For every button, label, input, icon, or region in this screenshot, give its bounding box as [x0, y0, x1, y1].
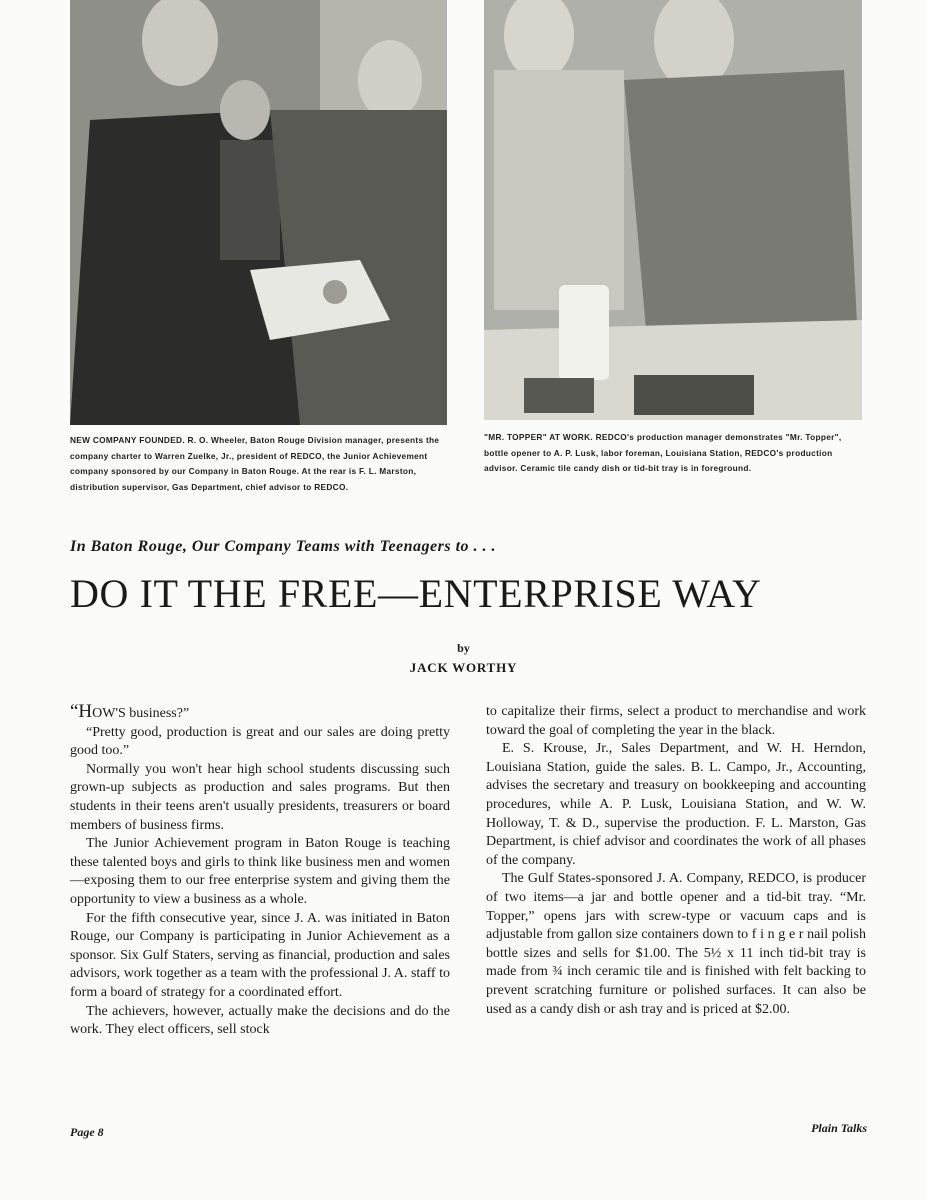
paragraph: E. S. Krouse, Jr., Sales Department, and W. H. Herndon, Louisiana Station, guide the sales. B. L. Campo, Jr., Accounting, advises the secretary and treasury on bookkeeping and accounting procedures, while A. P. Lusk, Louisiana Station, and W. W. Holloway, T. & D., supervise the production. F. L. Marston, Gas Department, is chief advisor and coordinates the work of all phases of the company.	[486, 741, 866, 868]
paragraph: The Junior Achievement program in Baton Rouge is teaching these talented boys and girls to think like business men and women—exposing them to our free enterprise system and giving them the opportunity to view a business as a whole.	[70, 836, 450, 907]
article-headline: DO IT THE FREE—ENTERPRISE WAY	[70, 571, 762, 616]
article-kicker: In Baton Rouge, Our Company Teams with Teenagers to . . .	[70, 538, 497, 555]
paragraph	[70, 703, 450, 724]
paragraph: to capitalize their firms, select a product to merchandise and work toward the goal of completing the year in the black.	[486, 704, 866, 738]
caption-text: REDCO's production manager demonstrates "Mr. Topper", bottle opener to A. P. Lusk, labor foreman, Louisiana Station, REDCO's production advisor. Ceramic tile candy dish or tid-bit tray is in foreground.	[484, 432, 842, 473]
caption-title: NEW COMPANY FOUNDED.	[70, 435, 185, 445]
drop-cap: “H	[70, 701, 93, 722]
paragraph: The Gulf States-sponsored J. A. Company, REDCO, is producer of two items—a jar and bottle opener and a tid-bit tray. “Mr. Topper,” opens jars with screw-type or vacuum caps and is adjustable from gallon size containers down to f i n g e r nail polish bottle sizes and sells for $1.00. The 5½ x 11 inch tid-bit tray is made from ¾ inch ceramic tile and is finished with felt backing to prevent scratching furniture or polished surfaces. It can also be used as a candy dish or ash tray and is priced at $2.00.	[486, 871, 866, 1017]
byline-by: by	[457, 641, 470, 655]
article-column-left	[70, 703, 450, 1040]
paragraph: For the fifth consecutive year, since J. A. was initiated in Baton Rouge, our Company is participating in Junior Achievement as a sponsor. Six Gulf Staters, serving as financial, production and sales advisors, work together as a team with the professional J. A. staff to form a board of strategy for a coordinated effort.	[70, 910, 450, 1000]
page-number: Page 8	[70, 1125, 104, 1139]
photo-mr-topper	[484, 0, 862, 420]
paragraph: The achievers, however, actually make the decisions and do the work. They elect officers, sell stock	[70, 1003, 450, 1038]
article-column-right	[486, 703, 866, 1019]
caption-text: R. O. Wheeler, Baton Rouge Division manager, presents the company charter to Warren Zuelke, Jr., president of REDCO, the Junior Achievement company sponsored by our Company in Baton Rouge. At the rear is F. L. Marston, distribution supervisor, Gas Department, chief advisor to REDCO.	[70, 435, 440, 492]
photo-company-founded	[70, 0, 447, 425]
paragraph: “Pretty good, production is great and our sales are doing pretty good too.”	[70, 724, 450, 759]
publication-name: Plain Talks	[811, 1121, 867, 1135]
paragraph: Normally you won't hear high school students discussing such grown-up subjects as production and sales programs. But then students in their teens aren't usually presidents, treasurers or board members of business firms.	[70, 761, 450, 833]
photo-caption-right	[484, 430, 864, 477]
byline-author: JACK WORTHY	[409, 660, 518, 675]
caption-title: "MR. TOPPER" AT WORK.	[484, 432, 593, 442]
paragraph-text: OW'S business?”	[92, 706, 190, 721]
photo-caption-left	[70, 433, 450, 495]
